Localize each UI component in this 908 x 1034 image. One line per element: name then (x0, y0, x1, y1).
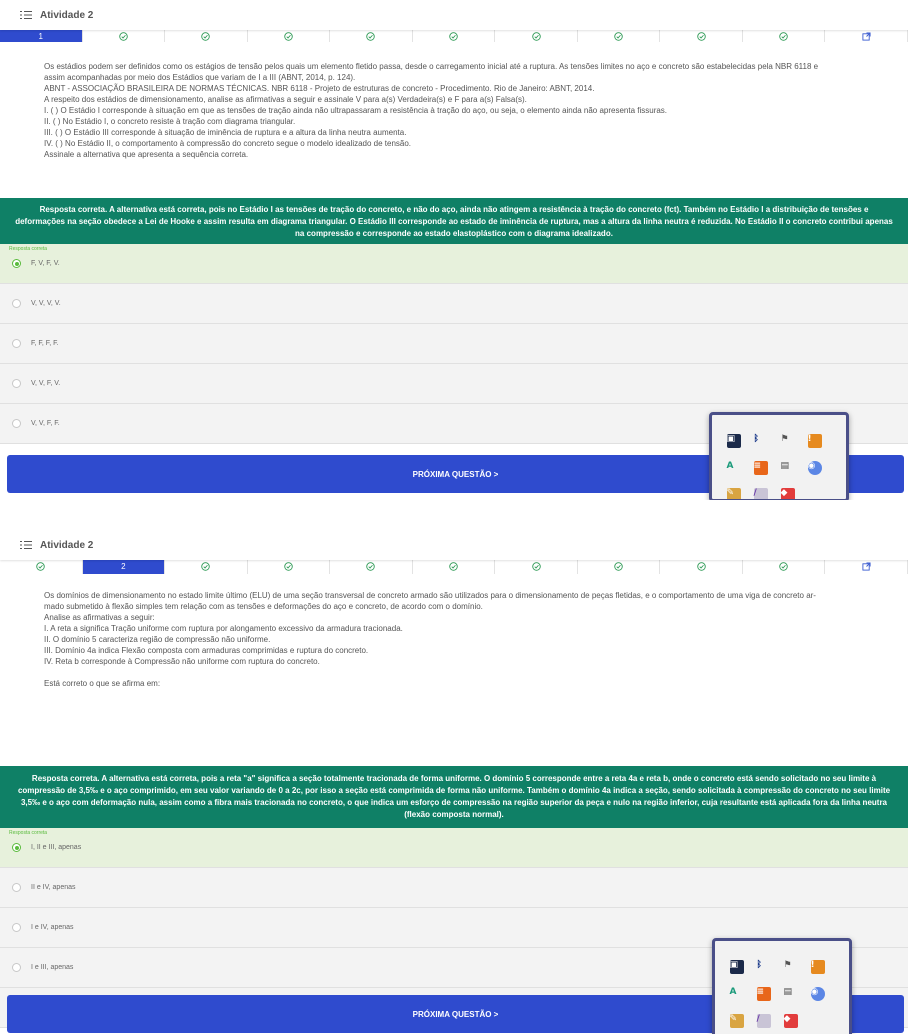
clipboard-icon[interactable]: ▤ (783, 986, 793, 997)
question-nav-4[interactable] (248, 558, 331, 574)
printer-warning-icon[interactable]: ! (804, 953, 831, 980)
radio-icon[interactable] (12, 379, 21, 388)
radio-icon[interactable] (12, 419, 21, 428)
question-nav-1[interactable] (0, 30, 83, 42)
option-label: F, F, F, F. (31, 340, 59, 347)
check-circle-icon (449, 32, 458, 41)
radio-icon[interactable] (12, 339, 21, 348)
check-circle-icon (697, 32, 706, 41)
clipboard-icon[interactable]: ▤ (780, 460, 790, 471)
check-circle-icon (284, 562, 293, 571)
question-nav-1[interactable] (0, 558, 83, 574)
check-circle-icon (366, 562, 375, 571)
question-navigator (0, 558, 908, 574)
app-orange-icon[interactable]: ≡ (750, 980, 777, 1007)
question-text (0, 42, 908, 198)
activity-title: Atividade 2 (40, 9, 94, 21)
check-circle-icon (614, 562, 623, 571)
question-navigator (0, 30, 908, 42)
question-nav-number: 1 (38, 31, 43, 41)
check-circle-icon (779, 562, 788, 571)
question-nav-2[interactable] (83, 558, 166, 574)
radio-icon[interactable] (12, 299, 21, 308)
question-nav-9[interactable] (660, 30, 743, 42)
question-nav-5[interactable] (330, 30, 413, 42)
question-nav-3[interactable] (165, 558, 248, 574)
question-line: mado submetido à flexão simples tem relação com as tensões e deformações do aço e concreto, de acordo com o domínio. (44, 602, 483, 611)
external-link-icon (862, 562, 871, 571)
answer-option-correct[interactable] (0, 244, 908, 284)
radio-icon[interactable] (12, 923, 21, 932)
notepad-icon[interactable]: ✎ (720, 481, 747, 500)
question-line: III. Domínio 4a indica Flexão composta com armaduras comprimidas e ruptura do concreto. (44, 646, 369, 655)
question-line: ABNT - ASSOCIAÇÃO BRASILEIRA DE NORMAS TÉCNICAS. NBR 6118 - Projeto de estruturas de concreto - Procedimento. Rio de Janeiro: ABNT, 2014. (44, 84, 595, 93)
system-tray-popup (712, 938, 852, 1034)
option-label: F, V, F, V. (31, 260, 60, 267)
correct-answer-tag: Resposta correta (9, 246, 48, 252)
option-label: V, V, F, F. (31, 420, 60, 427)
question-line: III. ( ) O Estádio III corresponde à situação de iminência de ruptura e a altura da linha neutra aumenta. (44, 128, 407, 137)
printer-warning-icon[interactable]: ! (801, 427, 828, 454)
option-label: V, V, V, V. (31, 300, 61, 307)
system-tray-popup (709, 412, 849, 500)
screenshot-question-1 (0, 0, 908, 500)
radio-selected-icon[interactable] (12, 259, 21, 268)
question-nav-8[interactable] (578, 30, 661, 42)
question-nav-4[interactable] (248, 30, 331, 42)
option-label: V, V, F, V. (31, 380, 61, 387)
flag-icon[interactable]: ⚑ (780, 433, 789, 444)
question-line: Os estádios podem ser definidos como os estágios de tensão pelos quais um elemento fletido passa, desde o carregamento inicial até a ruptura. As tensões limites no aço e concreto são estabelecidas pela NBR 6118 e (44, 62, 819, 71)
question-line: IV. Reta b corresponde à Compressão não uniforme com ruptura do concreto. (44, 657, 320, 666)
question-line: I. ( ) O Estádio I corresponde à situação em que as tensões de tração ainda não ultrapassaram a resistência à tração do aço, ou seja, o elemento ainda não apresenta fissuras. (44, 106, 668, 115)
next-question-button[interactable]: PRÓXIMA QUESTÃO > (7, 995, 904, 1033)
check-circle-icon (449, 562, 458, 571)
check-circle-icon (532, 32, 541, 41)
question-line: Os domínios de dimensionamento no estado limite último (ELU) de uma seção transversal de concreto armado são utilizados para o dimensionamento de peças fletidas, e o comportamento de uma viga de concreto ar- (44, 591, 816, 600)
flag-icon[interactable]: ⚑ (783, 959, 792, 970)
question-line: II. O domínio 5 caracteriza região de compressão não uniforme. (44, 635, 271, 644)
check-circle-icon (697, 562, 706, 571)
check-circle-icon (532, 562, 541, 571)
question-nav-5[interactable] (330, 558, 413, 574)
question-nav-number: 2 (121, 561, 126, 571)
question-line: Analise as afirmativas a seguir: (44, 613, 155, 622)
question-line: Está correto o que se afirma em: (44, 679, 161, 688)
pen-icon[interactable]: / (747, 481, 774, 500)
anydesk-icon[interactable]: ◆ (774, 481, 801, 500)
question-nav-6[interactable] (413, 30, 496, 42)
question-line: Assinale a alternativa que apresenta a sequência correta. (44, 150, 249, 159)
chrome-icon[interactable]: ◉ (804, 980, 831, 1007)
anydesk-icon[interactable]: ◆ (777, 1007, 804, 1034)
question-nav-submit[interactable] (825, 30, 908, 42)
option-label: I e IV, apenas (31, 924, 74, 931)
question-line: IV. ( ) No Estádio II, o comportamento à compressão do concreto segue o modelo idealizado de tensão. (44, 139, 412, 148)
option-label: I e III, apenas (31, 964, 74, 971)
question-nav-10[interactable] (743, 30, 826, 42)
list-icon[interactable] (20, 10, 32, 20)
question-nav-9[interactable] (660, 558, 743, 574)
question-line: I. A reta a significa Tração uniforme com ruptura por alongamento excessivo da armadura tracionada. (44, 624, 403, 633)
answer-option[interactable] (0, 284, 908, 324)
screenshot-question-2 (0, 530, 908, 1034)
check-circle-icon (201, 32, 210, 41)
question-nav-7[interactable] (495, 30, 578, 42)
check-circle-icon (284, 32, 293, 41)
answer-option-correct[interactable] (0, 828, 908, 868)
check-circle-icon (36, 562, 45, 571)
check-circle-icon (614, 32, 623, 41)
question-line: A respeito dos estádios de dimensionamento, analise as afirmativas a seguir e assinale V para a(s) Verdadeira(s) e F para a(s) Falsa(s). (44, 95, 527, 104)
option-label: I, II e III, apenas (31, 844, 82, 851)
question-nav-2[interactable] (83, 30, 166, 42)
screenshot-divider (0, 500, 908, 530)
check-circle-icon (366, 32, 375, 41)
question-nav-7[interactable] (495, 558, 578, 574)
autodesk-icon[interactable]: A (726, 460, 734, 471)
bluetooth-icon[interactable]: ᛒ (756, 959, 762, 970)
radio-icon[interactable] (12, 883, 21, 892)
answer-option[interactable] (0, 324, 908, 364)
header-bar (0, 0, 908, 30)
answer-option[interactable] (0, 868, 908, 908)
kvm-icon[interactable]: ▣ (723, 953, 750, 980)
kvm-icon[interactable]: ▣ (720, 427, 747, 454)
option-label: II e IV, apenas (31, 884, 76, 891)
bluetooth-icon[interactable]: ᛒ (753, 433, 759, 444)
pen-icon[interactable]: / (750, 1007, 777, 1034)
question-line-blank (44, 667, 864, 678)
question-line: II. ( ) No Estádio I, o concreto resiste à tração com diagrama triangular. (44, 117, 296, 126)
question-nav-6[interactable] (413, 558, 496, 574)
list-icon[interactable] (20, 540, 32, 550)
question-nav-8[interactable] (578, 558, 661, 574)
answer-feedback: Resposta correta. A alternativa está correta, pois no Estádio I as tensões de tração do concreto, e não do aço, ainda não atingem a resistência à tração do concreto (fct). Também no Estádio I a distribuição de tensões e deformações na seção obedece a Lei de Hooke e assim resulta em diagrama triangular. O Estádio III corresponde ao estado de iminência de ruptura, mas a altura da linha neutra é reduzida. No Estádio II o concreto contribui apenas na compressão e corresponde ao estado elastoplástico com o diagrama idealizado. (0, 198, 908, 244)
radio-icon[interactable] (12, 963, 21, 972)
question-line: assim acompanhadas por meio dos Estádios que variam de I a III (ABNT, 2014, p. 124). (44, 73, 356, 82)
radio-selected-icon[interactable] (12, 843, 21, 852)
notepad-icon[interactable]: ✎ (723, 1007, 750, 1034)
next-question-button[interactable]: PRÓXIMA QUESTÃO > (7, 455, 904, 493)
autodesk-icon[interactable]: A (729, 986, 737, 997)
check-circle-icon (119, 32, 128, 41)
chrome-icon[interactable]: ◉ (801, 454, 828, 481)
question-nav-10[interactable] (743, 558, 826, 574)
question-nav-submit[interactable] (825, 558, 908, 574)
answer-feedback: Resposta correta. A alternativa está correta, pois a reta "a" significa a seção totalmente tracionada de forma uniforme. O domínio 5 corresponde entre a reta 4a e reta b, onde o concreto está sendo solicitado no seu limite à compressão de 3,5‰ e o aço comprimido, em seu valor variando de 0 a 2c, por isso a seção está comprimida de forma não uniforme. Também o domínio 4a indica a seção, sendo solicitada à compressão do concreto no seu limite 3,5‰ e o aço com deformação nula, assim como a fibra mais tracionada no concreto, o que indica um esforço de compressão na região superior da peça e nulo na região inferior, cuja resultante está aplicada fora da linha neutra (flexão composta normal). (0, 766, 908, 828)
answer-option[interactable] (0, 364, 908, 404)
activity-title: Atividade 2 (40, 539, 94, 551)
check-circle-icon (201, 562, 210, 571)
header-bar (0, 530, 908, 560)
correct-answer-tag: Resposta correta (9, 830, 48, 836)
question-nav-3[interactable] (165, 30, 248, 42)
app-orange-icon[interactable]: ≡ (747, 454, 774, 481)
external-link-icon (862, 32, 871, 41)
question-text (0, 574, 908, 750)
check-circle-icon (779, 32, 788, 41)
